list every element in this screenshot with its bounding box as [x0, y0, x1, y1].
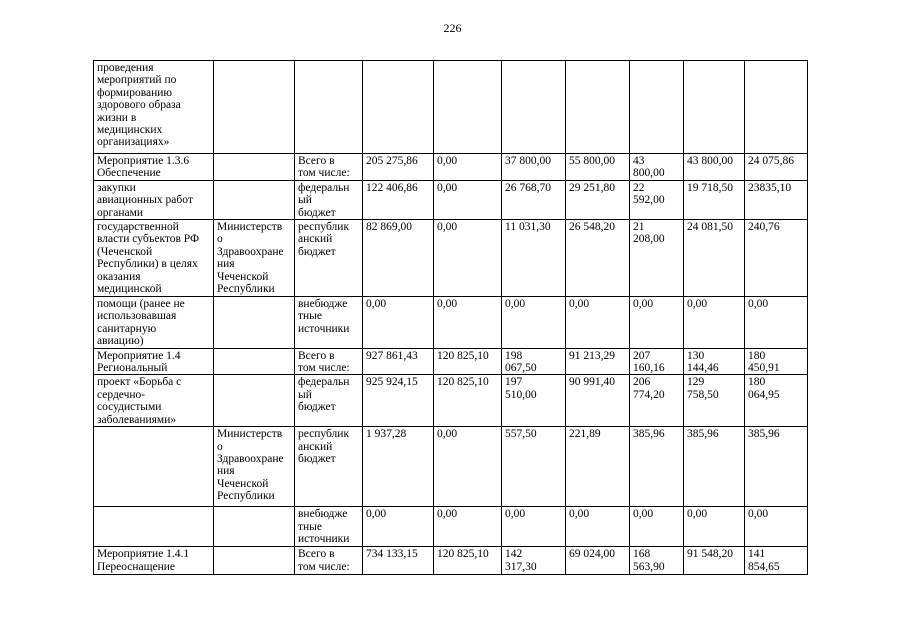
table-cell: 37 800,00 [502, 154, 566, 181]
table-row [94, 547, 808, 575]
table-cell: 205 275,86 [363, 154, 434, 181]
table-cell [214, 547, 295, 575]
table-cell: 29 251,80 [566, 180, 630, 219]
table-cell: 129 758,50 [684, 375, 745, 427]
table-cell: 240,76 [745, 220, 808, 297]
table-cell: закупки авиационных работ органами [94, 180, 214, 219]
table-cell: 197 510,00 [502, 375, 566, 427]
table-row [94, 375, 808, 427]
table-cell [566, 61, 630, 154]
table-row [94, 507, 808, 547]
table-cell: 168 563,90 [630, 547, 684, 575]
table-cell: Министерств о Здравоохране ния Чеченской Республики [214, 220, 295, 297]
table-cell: Мероприятие 1.3.6 Обеспечение [94, 154, 214, 181]
table-cell: Мероприятие 1.4 Региональный [94, 348, 214, 375]
table-cell: 0,00 [745, 297, 808, 349]
table-cell: 925 924,15 [363, 375, 434, 427]
table-cell: 0,00 [630, 297, 684, 349]
table-cell: 43 800,00 [630, 154, 684, 181]
table-cell: 130 144,46 [684, 348, 745, 375]
budget-table [93, 60, 808, 575]
table-cell: 557,50 [502, 427, 566, 507]
table-cell [745, 61, 808, 154]
table-cell: 927 861,43 [363, 348, 434, 375]
table-cell: 0,00 [745, 507, 808, 547]
table-cell: 122 406,86 [363, 180, 434, 219]
table-cell: республик анский бюджет [295, 427, 363, 507]
table-cell: республик анский бюджет [295, 220, 363, 297]
table-row [94, 348, 808, 375]
table-cell: 0,00 [434, 220, 502, 297]
table-cell: 90 991,40 [566, 375, 630, 427]
table-cell: 385,96 [745, 427, 808, 507]
table-cell: 0,00 [684, 297, 745, 349]
table-cell: 0,00 [502, 297, 566, 349]
table-row [94, 180, 808, 219]
table-cell: 180 450,91 [745, 348, 808, 375]
table-cell: 734 133,15 [363, 547, 434, 575]
table-cell: 22 592,00 [630, 180, 684, 219]
table-cell: 26 768,70 [502, 180, 566, 219]
table-cell: 0,00 [566, 507, 630, 547]
table-cell: 91 548,20 [684, 547, 745, 575]
table-cell [214, 61, 295, 154]
table-cell: внебюдже тные источники [295, 507, 363, 547]
table-cell: 0,00 [434, 427, 502, 507]
table-cell [214, 348, 295, 375]
table-cell: 0,00 [630, 507, 684, 547]
table-cell: 0,00 [434, 154, 502, 181]
table-cell: 180 064,95 [745, 375, 808, 427]
table-cell: проведения мероприятий по формированию здорового образа жизни в медицинских организациях» [94, 61, 214, 154]
table-cell: 55 800,00 [566, 154, 630, 181]
table-cell: 26 548,20 [566, 220, 630, 297]
table-cell [214, 297, 295, 349]
table-cell: 142 317,30 [502, 547, 566, 575]
table-cell [94, 427, 214, 507]
table-cell [630, 61, 684, 154]
table-cell: 198 067,50 [502, 348, 566, 375]
table-cell: 69 024,00 [566, 547, 630, 575]
table-cell: 206 774,20 [630, 375, 684, 427]
table-cell: 120 825,10 [434, 375, 502, 427]
table-cell: 24 081,50 [684, 220, 745, 297]
table-cell: проект «Борьба с сердечно- сосудистыми заболеваниями» [94, 375, 214, 427]
table-cell: 0,00 [363, 507, 434, 547]
table-cell: 141 854,65 [745, 547, 808, 575]
table-row [94, 61, 808, 154]
table-cell: помощи (ранее не использовавшая санитарную авиацию) [94, 297, 214, 349]
table-cell: 0,00 [684, 507, 745, 547]
table-row [94, 220, 808, 297]
table-cell [684, 61, 745, 154]
table-cell [214, 375, 295, 427]
table-row [94, 154, 808, 181]
table-cell: 385,96 [684, 427, 745, 507]
table-cell: Мероприятие 1.4.1 Переоснащение [94, 547, 214, 575]
table-cell: 0,00 [502, 507, 566, 547]
table-cell: федеральн ый бюджет [295, 375, 363, 427]
table-cell: 24 075,86 [745, 154, 808, 181]
table-row [94, 427, 808, 507]
table-cell [434, 61, 502, 154]
table-cell: внебюдже тные источники [295, 297, 363, 349]
table-cell [502, 61, 566, 154]
table-cell: Всего в том числе: [295, 348, 363, 375]
table-cell: 0,00 [434, 297, 502, 349]
table-cell: 23835,10 [745, 180, 808, 219]
table-cell: Всего в том числе: [295, 547, 363, 575]
table-cell [363, 61, 434, 154]
table-cell [94, 507, 214, 547]
table-cell: федеральн ый бюджет [295, 180, 363, 219]
table-cell: 0,00 [566, 297, 630, 349]
table-cell: 207 160,16 [630, 348, 684, 375]
table-cell: 11 031,30 [502, 220, 566, 297]
page-number: 226 [443, 21, 462, 35]
table-cell: 21 208,00 [630, 220, 684, 297]
table-cell: 82 869,00 [363, 220, 434, 297]
table-cell: 120 825,10 [434, 547, 502, 575]
table-cell: 0,00 [434, 507, 502, 547]
table-cell: 0,00 [363, 297, 434, 349]
table-row [94, 297, 808, 349]
table-cell [214, 180, 295, 219]
table-cell: 385,96 [630, 427, 684, 507]
table-cell: 0,00 [434, 180, 502, 219]
table-cell [214, 154, 295, 181]
table-cell: 43 800,00 [684, 154, 745, 181]
table-cell: 120 825,10 [434, 348, 502, 375]
table-cell [295, 61, 363, 154]
table-cell: государственной власти субъектов РФ (Чеченской Республики) в целях оказания медицинской [94, 220, 214, 297]
table-cell: 19 718,50 [684, 180, 745, 219]
table-cell: 1 937,28 [363, 427, 434, 507]
table-cell [214, 507, 295, 547]
table-cell: 221,89 [566, 427, 630, 507]
table-cell: Всего в том числе: [295, 154, 363, 181]
table-cell: Министерств о Здравоохране ния Чеченской Республики [214, 427, 295, 507]
table-cell: 91 213,29 [566, 348, 630, 375]
